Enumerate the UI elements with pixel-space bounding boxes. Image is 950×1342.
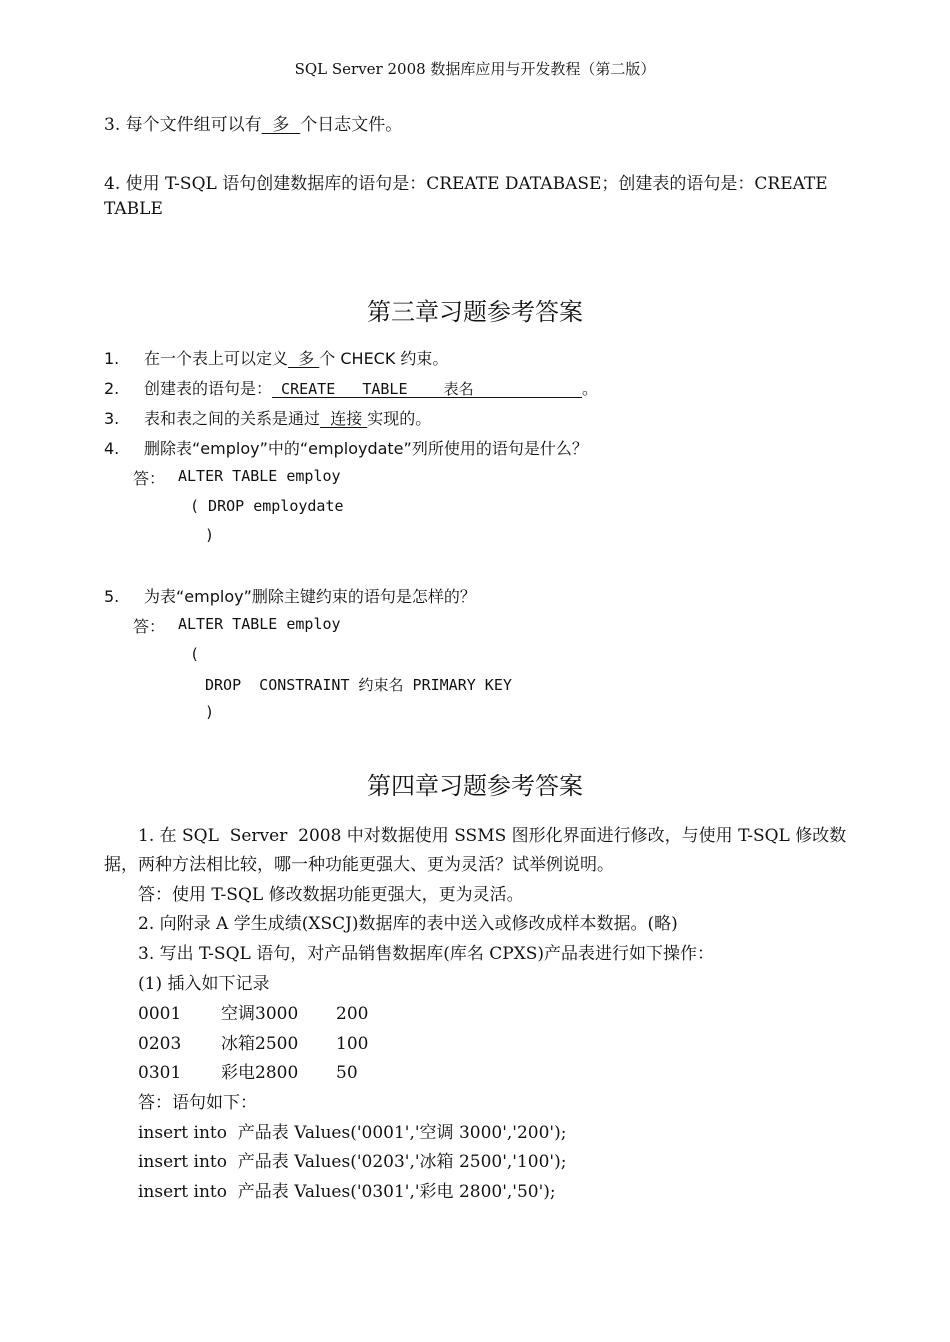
- ch2-q3-answer-blank: 多: [261, 115, 301, 135]
- ch3-q1-answer-blank: 多: [288, 349, 320, 368]
- ch3-q5-text: 为表“employ”删除主键约束的语句是怎样的？: [144, 587, 476, 606]
- ch2-question-4-line2: TABLE: [104, 199, 163, 219]
- ch3-q5-code-line2: (: [190, 645, 200, 663]
- ch3-q1-prefix: 在一个表上可以定义: [144, 349, 289, 368]
- ch3-q2-number: 2.: [104, 379, 120, 398]
- ch4-answer-label: 答：语句如下：: [138, 1093, 257, 1113]
- ch3-q1-number: 1.: [104, 349, 120, 368]
- ch3-question-3: [104, 406, 431, 429]
- ch3-q4-code-line3: ): [205, 526, 215, 544]
- ch3-q4-text: 删除表“employ”中的“employdate”列所使用的语句是什么？: [144, 439, 588, 458]
- sql-statement: insert into 产品表 Values('0001','空调 3000','200');: [138, 1123, 567, 1143]
- ch3-q5-code-line1: ALTER TABLE employ: [178, 615, 341, 633]
- ch3-q2-suffix: 。: [581, 379, 598, 398]
- ch2-question-4-line1: 4. 使用 T-SQL 语句创建数据库的语句是：CREATE DATABASE；创建表的语句是：CREATE: [104, 174, 828, 194]
- ch3-q3-number: 3.: [104, 409, 120, 428]
- ch3-question-4: [104, 436, 588, 459]
- ch3-question-2: [104, 376, 598, 399]
- record-qty: 200: [336, 1004, 369, 1024]
- record-id: 0001: [138, 1004, 182, 1024]
- ch3-q5-answer-label: 答：: [133, 617, 166, 636]
- ch3-q3-suffix: 实现的。: [367, 409, 432, 428]
- sql-statement: insert into 产品表 Values('0203','冰箱 2500','100');: [138, 1152, 567, 1172]
- ch3-q1-suffix: 个 CHECK 约束。: [319, 349, 449, 368]
- ch2-q3-prefix: 3. 每个文件组可以有: [104, 115, 262, 135]
- ch3-q3-prefix: 表和表之间的关系是通过: [144, 409, 321, 428]
- record-qty: 100: [336, 1034, 369, 1054]
- ch3-q4-number: 4.: [104, 439, 120, 458]
- record-name: 冰箱2500: [221, 1034, 299, 1054]
- ch3-q5-number: 5.: [104, 587, 120, 606]
- ch4-q3-subitem-1: (1) 插入如下记录: [138, 974, 270, 994]
- ch3-q3-answer-blank: 连接: [320, 409, 368, 428]
- ch3-q2-answer-blank: CREATE TABLE 表名: [272, 380, 582, 398]
- ch4-question-1-line1: 1. 在 SQL Server 2008 中对数据使用 SSMS 图形化界面进行修改，与使用 T-SQL 修改数: [138, 826, 847, 846]
- ch3-q4-code-line2: ( DROP employdate: [190, 497, 344, 515]
- ch3-q5-code-line3: DROP CONSTRAINT 约束名 PRIMARY KEY: [205, 676, 512, 694]
- ch4-question-1-line2: 据，两种方法相比较，哪一种功能更强大、更为灵活？试举例说明。: [104, 855, 614, 875]
- ch3-q4-answer-label: 答：: [133, 469, 166, 488]
- chapter-3-title: 第三章习题参考答案: [367, 298, 583, 326]
- record-id: 0203: [138, 1034, 182, 1054]
- record-name: 空调3000: [221, 1004, 299, 1024]
- record-qty: 50: [336, 1063, 358, 1083]
- record-row: [138, 999, 368, 1024]
- ch3-question-5: [104, 584, 476, 607]
- ch2-question-3: [104, 110, 402, 135]
- ch2-q3-suffix: 个日志文件。: [300, 115, 403, 135]
- record-name: 彩电2800: [221, 1063, 299, 1083]
- ch3-q4-code-line1: ALTER TABLE employ: [178, 467, 341, 485]
- record-row: [138, 1058, 358, 1083]
- ch4-question-2: 2. 向附录 A 学生成绩(XSCJ)数据库的表中送入或修改成样本数据。(略): [138, 914, 678, 934]
- record-row: [138, 1029, 368, 1054]
- ch4-q1-answer: 答：使用 T-SQL 修改数据功能更强大，更为灵活。: [138, 885, 524, 905]
- ch3-question-1: [104, 346, 448, 369]
- running-header: SQL Server 2008 数据库应用与开发教程（第二版）: [294, 60, 656, 78]
- record-id: 0301: [138, 1063, 182, 1083]
- ch3-q5-code-line4: ): [205, 703, 215, 721]
- ch4-question-3: 3. 写出 T-SQL 语句，对产品销售数据库(库名 CPXS)产品表进行如下操作：: [138, 944, 715, 964]
- sql-statement: insert into 产品表 Values('0301','彩电 2800','50');: [138, 1182, 556, 1202]
- chapter-4-title: 第四章习题参考答案: [367, 772, 583, 800]
- ch3-q2-prefix: 创建表的语句是：: [144, 379, 273, 398]
